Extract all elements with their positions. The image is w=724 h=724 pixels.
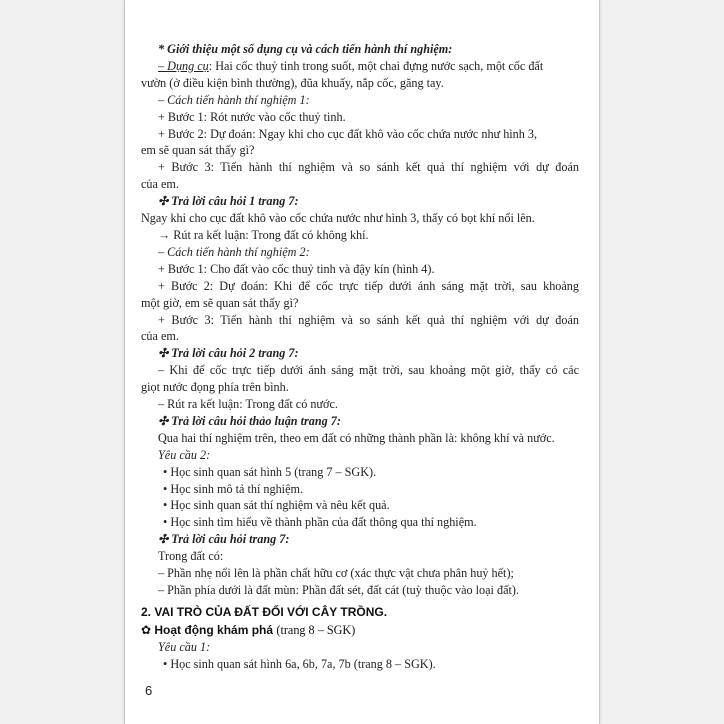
text-line: → Rút ra kết luận: Trong đất có không khí.: [158, 227, 369, 242]
text-line: em sẽ quan sát thấy gì?: [141, 143, 255, 158]
text-line: giọt nước đọng phía trên bình.: [141, 380, 289, 395]
text-line: ✣ Trả lời câu hỏi thảo luận trang 7:: [158, 413, 341, 428]
text-line: * Giới thiệu một số dụng cụ và cách tiến hành thí nghiệm:: [158, 42, 453, 56]
document-page: [124, 0, 600, 724]
text-line: Qua hai thí nghiệm trên, theo em đất có những thành phần là: không khí và nước.: [158, 430, 555, 445]
text-line: + Bước 1: Rót nước vào cốc thuỷ tinh.: [158, 109, 346, 124]
text-span: (trang 8 – SGK): [276, 622, 356, 637]
text-line: + Bước 3: Tiến hành thí nghiệm và so sánh kết quả thí nghiệm với dự đoán: [158, 160, 579, 175]
text-line: + Bước 2: Dự đoán: Khi để cốc trực tiếp dưới ánh sáng mặt trời, sau khoảng: [158, 278, 579, 293]
text-line: của em.: [141, 177, 179, 192]
text-line: một giờ, em sẽ quan sát thấy gì?: [141, 295, 299, 310]
text-line: ✣ Trả lời câu hỏi trang 7:: [158, 532, 290, 547]
text-span: – Dụng cụ: [158, 58, 209, 73]
text-line: • Học sinh quan sát hình 5 (trang 7 – SGK).: [163, 464, 377, 479]
text-line: – Phần nhẹ nổi lên là phần chất hữu cơ (xác thực vật chưa phân huỷ hết);: [158, 566, 514, 581]
text-line: ✣ Trả lời câu hỏi 2 trang 7:: [158, 346, 299, 361]
text-line: Ngay khi cho cục đất khô vào cốc chứa nước như hình 3, thấy có bọt khí nổi lên.: [141, 211, 535, 226]
text-line: – Khi để cốc trực tiếp dưới ánh sáng mặt trời, sau khoảng một giờ, thấy có các: [158, 363, 579, 378]
left-margin-background: [0, 0, 124, 724]
right-margin-background: [598, 0, 724, 724]
text-line: [141, 58, 579, 75]
text-line: Trong đất có:: [158, 549, 224, 564]
text-line: – Cách tiến hành thí nghiệm 1:: [158, 92, 310, 107]
section-heading: 2. VAI TRÒ CỦA ĐẤT ĐỐI VỚI CÂY TRỒNG.: [141, 604, 388, 619]
text-line: Yêu cầu 1:: [158, 639, 211, 654]
text-line: + Bước 3: Tiến hành thí nghiệm và so sánh kết quả thí nghiệm với dự đoán: [158, 312, 579, 327]
text-line: – Phần phía dưới là đất mùn: Phần đất sét, đất cát (tuỳ thuộc vào loại đất).: [158, 583, 519, 597]
page-body-text: [141, 41, 579, 673]
text-line: Yêu cầu 2:: [158, 447, 211, 462]
text-line: + Bước 1: Cho đất vào cốc thuỷ tinh và đậy kín (hình 4).: [158, 261, 435, 276]
text-line: + Bước 2: Dự đoán: Ngay khi cho cục đất khô vào cốc chứa nước như hình 3,: [158, 126, 538, 141]
text-line: • Học sinh quan sát hình 6a, 6b, 7a, 7b (trang 8 – SGK).: [163, 656, 436, 671]
page-number: 6: [145, 683, 153, 698]
text-line: • Học sinh mô tả thí nghiệm.: [163, 481, 304, 496]
activity-heading: [141, 621, 579, 639]
text-line: ✣ Trả lời câu hỏi 1 trang 7:: [158, 194, 299, 209]
text-line: vườn (ở điều kiện bình thường), đũa khuấy, nắp cốc, găng tay.: [141, 75, 444, 90]
text-line: • Học sinh quan sát thí nghiệm và nêu kết quả.: [163, 498, 390, 513]
text-span: : Hai cốc thuỷ tinh trong suốt, một chai đựng nước sạch, một cốc đất: [208, 58, 544, 73]
text-line: – Cách tiến hành thí nghiệm 2:: [158, 244, 310, 259]
text-span: ✿ Hoạt động khám phá: [141, 622, 277, 637]
text-line: của em.: [141, 329, 179, 344]
text-line: – Rút ra kết luận: Trong đất có nước.: [158, 397, 338, 412]
text-line: • Học sinh tìm hiểu về thành phần của đất thông qua thí nghiệm.: [163, 515, 477, 530]
